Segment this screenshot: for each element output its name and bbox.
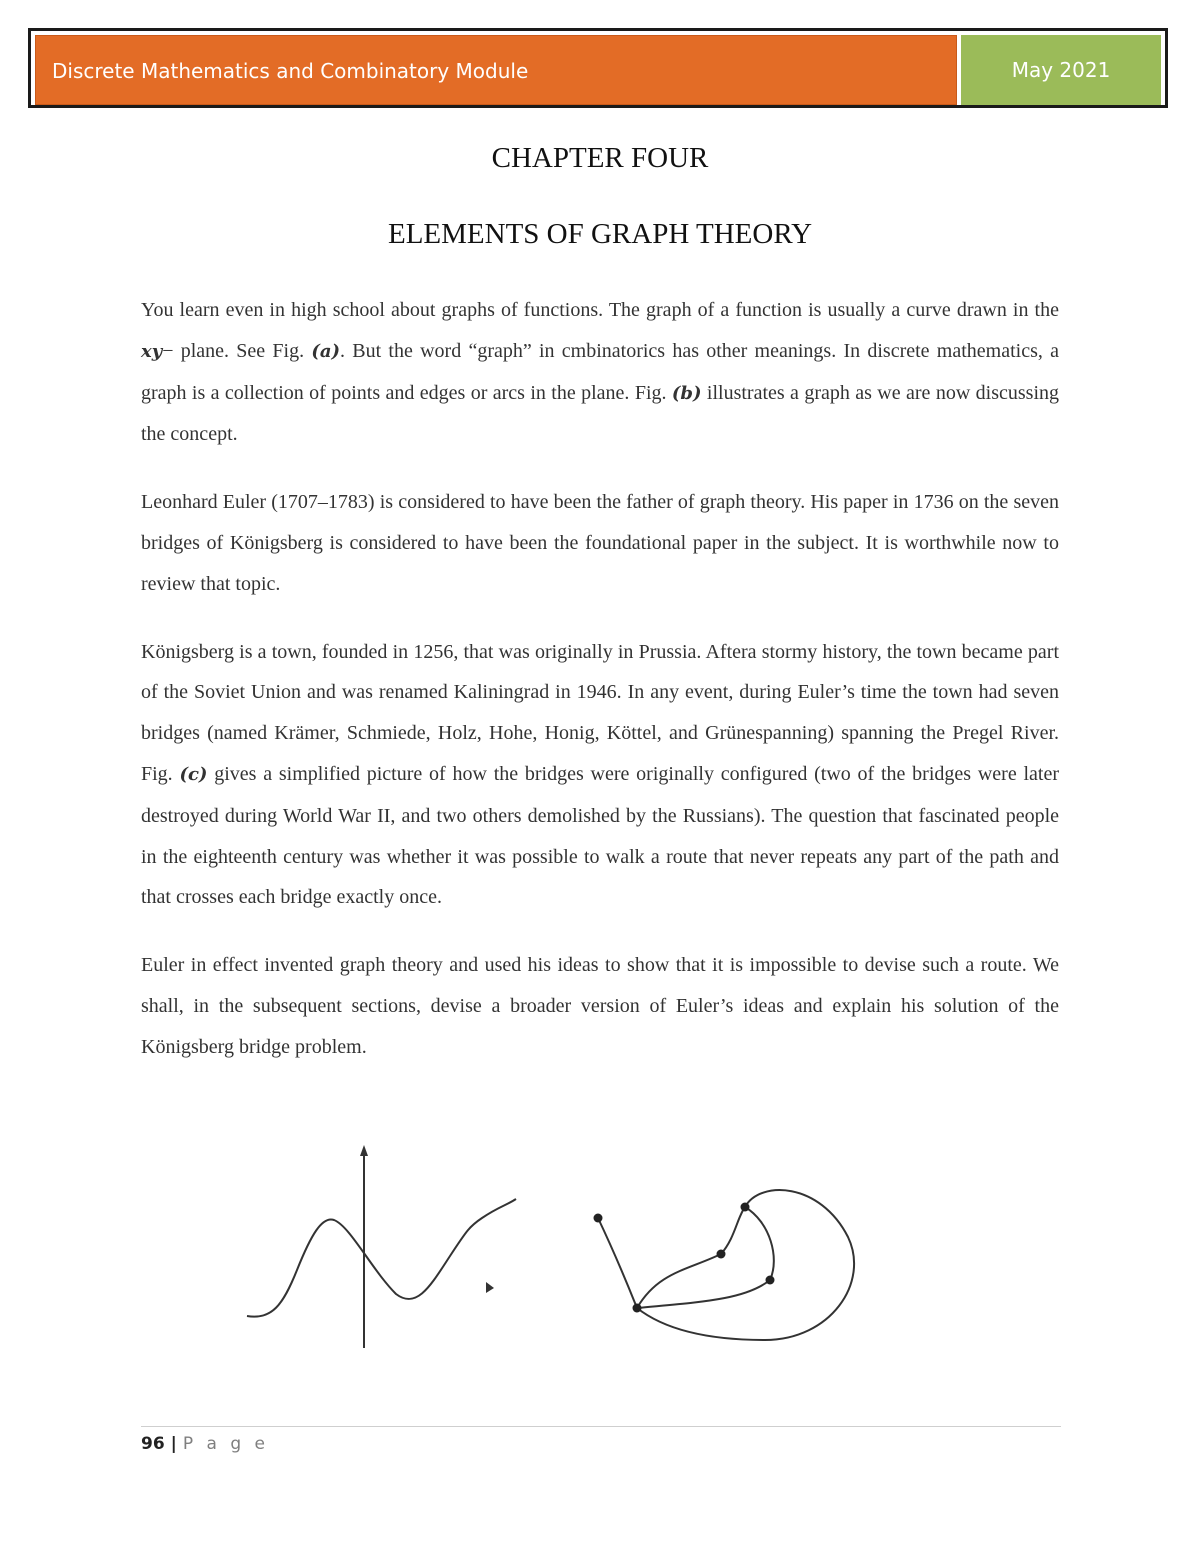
vertex (594, 1214, 603, 1223)
edge (598, 1218, 637, 1308)
y-axis-arrow-icon (360, 1145, 368, 1156)
page-footer (141, 1434, 269, 1454)
math-xy: xy (141, 340, 163, 362)
function-curve (247, 1199, 516, 1317)
chapter-title: ELEMENTS OF GRAPH THEORY (387, 218, 813, 250)
figure-a-function-graph (247, 1145, 516, 1348)
paragraph-3: Königsberg is a town, founded in 1256, that was originally in Prussia. Aftera stormy history, the town became part of the Soviet Union and was renamed Kaliningrad in 1946. In any event, during Euler’s time the town had seven bridges (named Krämer, Schmiede, Holz, Hohe, Honig, Köttel, and Grünespanning) spanning the Pregel River. Fig. (c) gives a simplified picture of how the bridges were originally configured (two of the bridges were later destroyed during World War II, and two others demolished by the Russians). The question that fascinated people in the eighteenth century was whether it was possible to walk a route that never repeats any part of the path and that crosses each bridge exactly once. (141, 640, 1059, 909)
paragraph-2: Leonhard Euler (1707–1783) is considered to have been the father of graph theory. His paper in 1736 on the seven bridges of Königsberg is considered to have been the foundational paper in the subject. It is worthwhile now to review that topic. (141, 491, 1059, 595)
fig-b-ref: (b) (671, 382, 702, 404)
vertex (766, 1276, 775, 1285)
paragraph-1: You learn even in high school about graphs of functions. The graph of a function is usually a curve drawn in the xy− plane. See Fig. (a). But the word “graph” in cmbinatorics has other meanings. In discrete mathematics, a graph is a collection of points and edges or arcs in the plane. Fig. (b) illustrates a graph as we are now discussing the concept. (141, 299, 1059, 446)
chapter-heading: CHAPTER FOUR (491, 142, 709, 174)
page-header (28, 28, 1168, 108)
edge (637, 1190, 854, 1340)
edge (745, 1207, 774, 1280)
body-text (141, 290, 1059, 1095)
paragraph-4: Euler in effect invented graph theory and used his ideas to show that it is impossible to devise such a route. We shall, in the subsequent sections, devise a broader version of Euler’s ideas and explain his solution of the Königsberg bridge problem. (141, 954, 1059, 1058)
header-date: May 2021 (961, 35, 1161, 105)
page-number: 96 (141, 1434, 165, 1454)
fig-c-ref: (c) (179, 763, 208, 785)
fig-a-ref: (a) (311, 340, 341, 362)
figures (0, 1130, 1200, 1370)
footer-separator: | (170, 1434, 177, 1454)
vertex (633, 1304, 642, 1313)
vertex (741, 1203, 750, 1212)
figure-b-graph (594, 1190, 855, 1340)
footer-divider (141, 1426, 1061, 1427)
vertex (717, 1250, 726, 1259)
module-title: Discrete Mathematics and Combinatory Module (35, 35, 957, 105)
edge (721, 1207, 745, 1254)
page-label: P a g e (182, 1434, 270, 1454)
arrow-marker-icon (486, 1282, 494, 1293)
